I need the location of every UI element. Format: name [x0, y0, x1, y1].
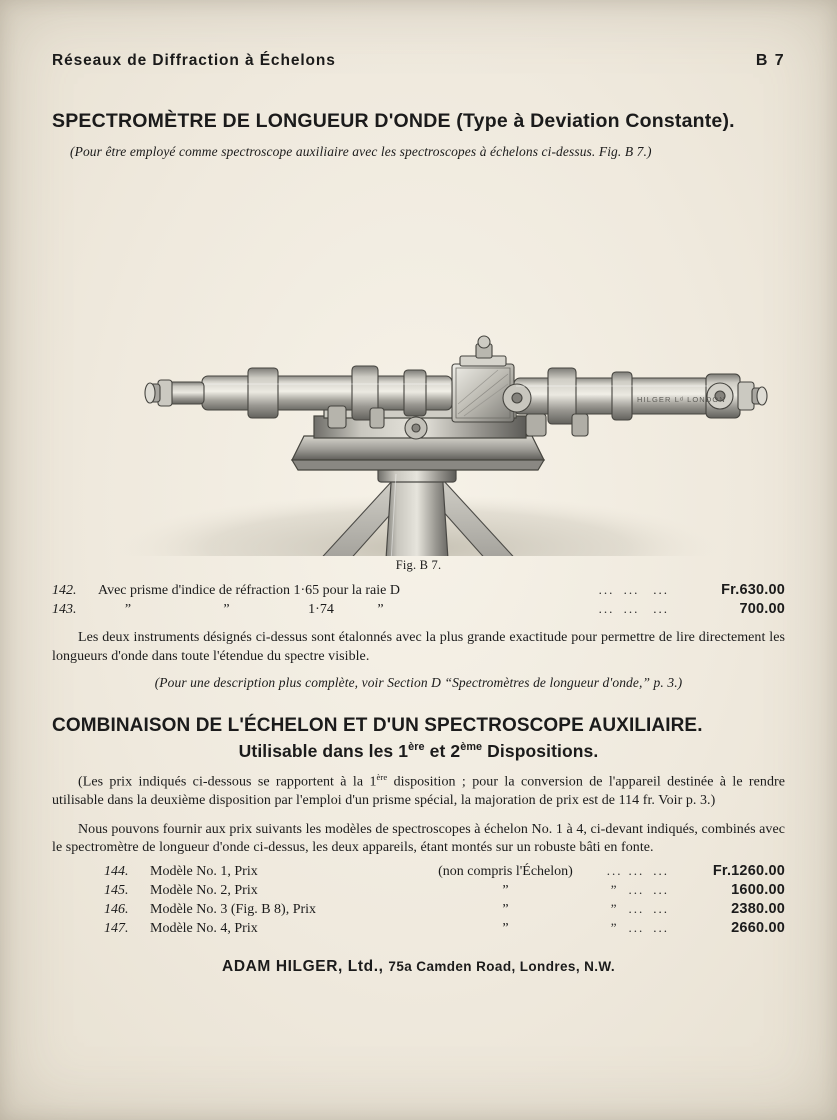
item-number: 144.	[104, 863, 129, 879]
item-number: 147.	[104, 920, 129, 936]
echelon-note: (non compris l'Échelon)	[438, 863, 573, 879]
leader-dots-2: ...	[628, 919, 645, 935]
paragraph-calibration: Les deux instruments désignés ci-dessus sont étalonnés avec la plus grande exactitude pour permettre de lire directement les longueurs d'onde dans toute l'étendue du spectre visible.	[52, 630, 785, 664]
ditto-mark: ”	[502, 882, 509, 898]
paragraph-price-conversion: (Les prix indiqués ci-dessous se rapportent à la 1ère disposition ; pour la conversion de l'appareil destinée à le rendre utilisable dans la deuxième disposition par l'emploi d'un prisme spécial, la majoration de prix est de 114 fr. Voir p. 3.)	[52, 772, 785, 809]
table-row	[52, 862, 785, 881]
footer-imprint	[52, 958, 785, 976]
section-heading-line1: COMBINAISON DE L'ÉCHELON ET D'UN SPECTROSCOPE AUXILIAIRE.	[52, 715, 703, 737]
ditto-mark-2: ”	[610, 881, 619, 897]
item-description: Modèle No. 4, Prix	[150, 920, 258, 936]
leader-dots-2: ...	[623, 582, 640, 598]
table-row	[52, 600, 785, 619]
spectrometer-engraving	[52, 168, 785, 556]
page-content	[52, 52, 785, 976]
paragraph-reference: (Pour une description plus complète, voir Section D “Spectromètres de longueur d'onde,” p. 3.)	[154, 675, 683, 691]
item-description: Avec prisme d'indice de réfraction 1·65 pour la raie D	[98, 583, 400, 599]
ditto-mark: ”	[502, 920, 509, 936]
item-number: 145.	[104, 882, 129, 898]
item-description: Modèle No. 1, Prix	[150, 863, 258, 879]
item-price: 1600.00	[731, 881, 785, 898]
figure-caption: Fig. B 7.	[395, 558, 442, 573]
leader-dots-2: ...	[628, 862, 645, 878]
item-price: Fr.1260.00	[712, 862, 785, 879]
running-head	[52, 52, 785, 72]
table-row	[52, 581, 785, 600]
leader-dots-2: ...	[628, 900, 645, 916]
leader-dots-3: ...	[653, 862, 669, 878]
ditto-mark: ”	[124, 602, 132, 618]
table-row	[52, 900, 785, 919]
item-price: 2660.00	[731, 919, 785, 936]
leader-dots-3: ...	[653, 582, 669, 598]
leader-dots-2: ...	[623, 601, 640, 617]
running-head-title: Réseaux de Diffraction à Échelons	[52, 52, 336, 69]
leader-dots-2: ...	[628, 881, 645, 897]
footer-company: ADAM HILGER, Ltd.,	[222, 957, 389, 975]
maker-engraving-text: HILGER Lᵈ LONDON	[637, 395, 726, 405]
footer-address: 75a Camden Road, Londres, N.W.	[388, 958, 615, 974]
refraction-index-value: 1·74	[308, 602, 334, 618]
item-number: 146.	[104, 901, 129, 917]
item-description: Modèle No. 3 (Fig. B 8), Prix	[150, 901, 317, 917]
leader-dots-3: ...	[653, 900, 669, 916]
price-table-models	[52, 862, 785, 938]
price-table-spectrometer	[52, 581, 785, 619]
ditto-mark: ”	[502, 901, 509, 917]
leader-dots-3: ...	[653, 601, 669, 617]
leader-dots-1: ...	[606, 862, 623, 878]
item-description: Modèle No. 2, Prix	[150, 882, 258, 898]
ditto-mark-2: ”	[610, 919, 619, 935]
paragraph-models-offer: Nous pouvons fournir aux prix suivants les modèles de spectroscopes à échelon No. 1 à 4, ci-devant indiqués, combinés avec le spectromètre de longueur d'onde ci-dessus, les deux appareils, étant montés sur un robuste bâti en fonte.	[52, 821, 785, 856]
leader-dots-1: ...	[598, 601, 615, 617]
leader-dots-3: ...	[653, 881, 669, 897]
table-row	[52, 881, 785, 900]
item-number: 142.	[52, 583, 77, 599]
ditto-mark-2: ”	[610, 900, 619, 916]
item-price: 2380.00	[731, 900, 785, 917]
ditto-mark: ”	[377, 602, 384, 618]
table-row	[52, 919, 785, 938]
ditto-mark: ”	[223, 602, 230, 618]
item-price: Fr.630.00	[721, 582, 785, 599]
item-number: 143.	[52, 602, 77, 618]
page-number: B 7	[755, 52, 785, 69]
leader-dots-3: ...	[653, 919, 669, 935]
title-note: (Pour être employé comme spectroscope auxiliaire avec les spectroscopes à échelons ci-dessus. Fig. B 7.)	[70, 144, 652, 160]
page-title: SPECTROMÈTRE DE LONGUEUR D'ONDE (Type à Deviation Constante).	[52, 110, 735, 132]
item-price: 700.00	[739, 601, 785, 618]
leader-dots-1: ...	[598, 582, 615, 598]
section-heading-line2: Utilisable dans les 1ère et 2ème Dispositions.	[238, 741, 599, 762]
section-heading-combination	[52, 715, 785, 762]
figure-illustration	[52, 168, 785, 556]
